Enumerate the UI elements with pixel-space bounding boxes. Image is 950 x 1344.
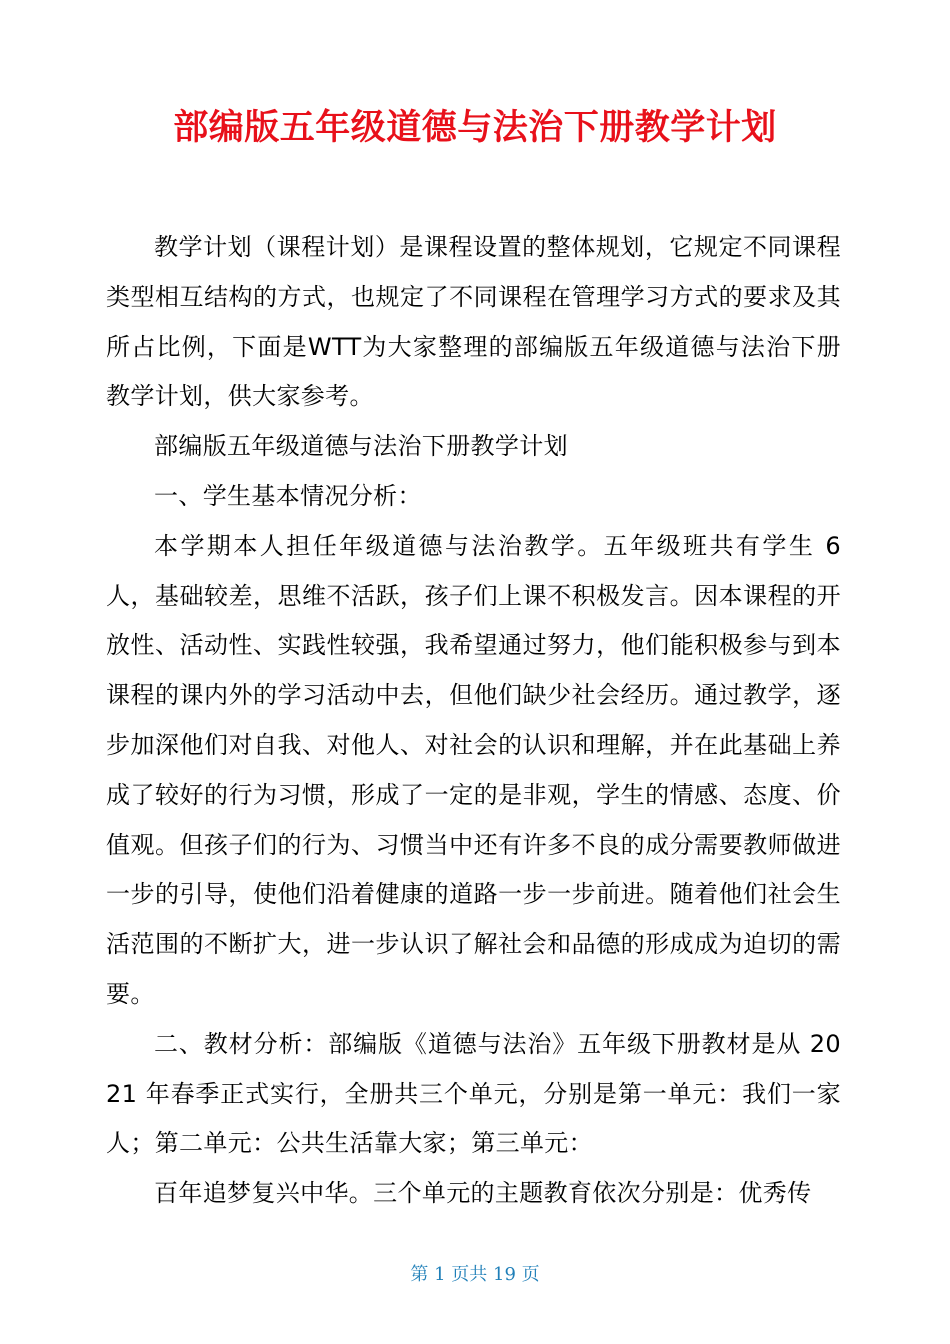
subtitle-paragraph: 部编版五年级道德与法治下册教学计划	[154, 432, 568, 461]
document-body	[106, 223, 841, 1219]
themes-paragraph: 百年追梦复兴中华。三个单元的主题教育依次分别是：优秀传	[154, 1179, 812, 1208]
page-footer: 第 1 页共 19 页	[410, 1264, 540, 1285]
textbook-analysis-paragraph: 二、教材分析：部编版《道德与法治》五年级下册教材是从 2021 年春季正式实行，全册共三个单元，分别是第一单元：我们一家人；第二单元：公共生活靠大家；第三单元：	[106, 1029, 841, 1158]
section-heading-students: 一、学生基本情况分析：	[154, 481, 422, 510]
students-analysis-paragraph: 本学期本人担任年级道德与法治教学。五年级班共有学生 6 人，基础较差，思维不活跃，孩子们上课不积极发言。因本课程的开放性、活动性、实践性较强，我希望通过努力，他们能积极参与到本课程的课内外的学习活动中去，但他们缺少社会经历。通过教学，逐步加深他们对自我、对他人、对社会的认识和理解，并在此基础上养成了较好的行为习惯，形成了一定的是非观，学生的情感、态度、价值观。但孩子们的行为、习惯当中还有许多不良的成分需要教师做进一步的引导，使他们沿着健康的道路一步一步前进。随着他们社会生活范围的不断扩大，进一步认识了解社会和品德的形成成为迫切的需要。	[106, 531, 841, 1008]
document-title: 部编版五年级道德与法治下册教学计划	[173, 108, 777, 148]
intro-paragraph: 教学计划（课程计划）是课程设置的整体规划，它规定不同课程类型相互结构的方式，也规定了不同课程在管理学习方式的要求及其所占比例，下面是WTT为大家整理的部编版五年级道德与法治下册教学计划，供大家参考。	[106, 233, 841, 411]
